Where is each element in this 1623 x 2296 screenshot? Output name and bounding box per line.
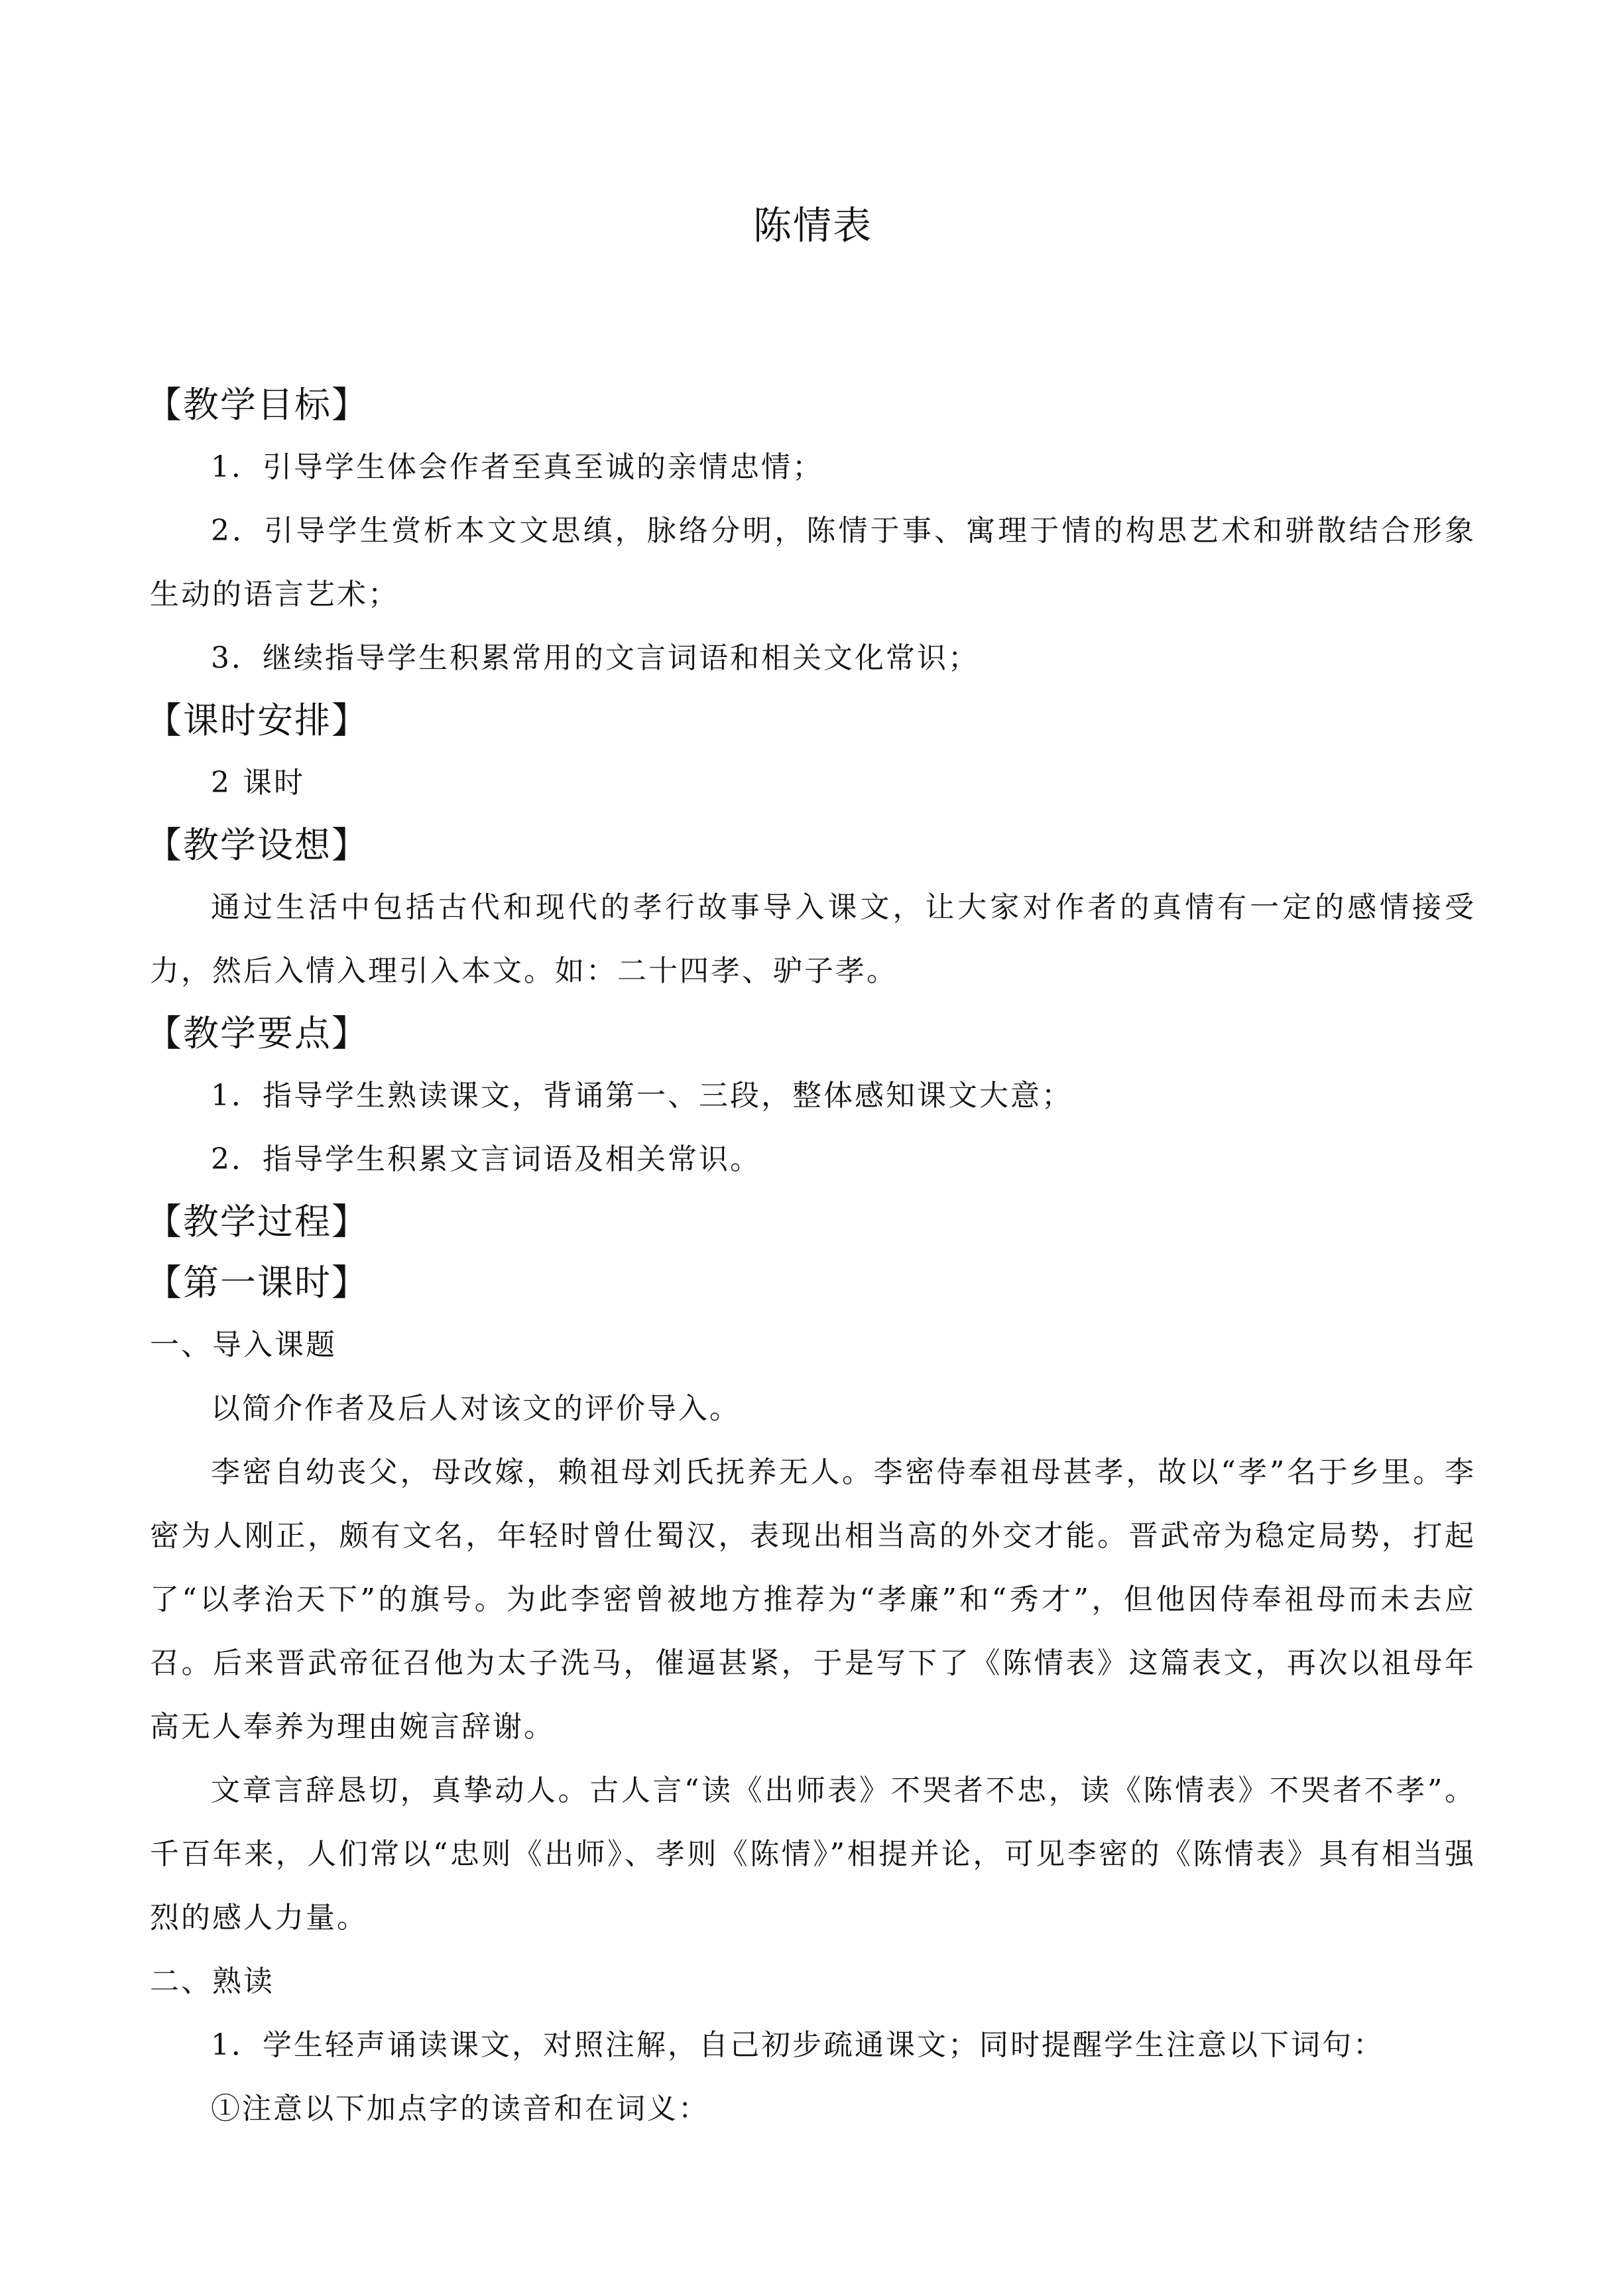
reading-paragraph: 1．学生轻声诵读课文，对照注解，自己初步疏通课文；同时提醒学生注意以下词句： (211, 2028, 1384, 2062)
intro-paragraph: 文章言辞恳切，真挚动人。古人言“读《出师表》不哭者不忠，读《陈情表》不哭者不孝”。千百年来，人们常以“忠则《出师》、孝则《陈情》”相提并论，可见李密的《陈情表》具有相当强烈的感人力量。 (150, 1774, 1476, 1935)
key-point-item: 2．指导学生积累文言词语及相关常识。 (211, 1142, 761, 1176)
section-heading-lesson1: 【第一课时】 (146, 1262, 369, 1303)
schedule-text: 2 课时 (211, 766, 305, 800)
intro-paragraph: 以简介作者及后人对该文的评价导入。 (211, 1392, 741, 1425)
section-heading-process: 【教学过程】 (146, 1201, 369, 1242)
section-heading-key-points: 【教学要点】 (146, 1012, 369, 1054)
reading-paragraph: ①注意以下加点字的读音和在词义： (211, 2092, 709, 2126)
subsection-heading-intro: 一、导入课题 (150, 1328, 337, 1362)
concept-text: 通过生活中包括古代和现代的孝行故事导入课文，让大家对作者的真情有一定的感情接受力，然后入情入理引入本文。如：二十四孝、驴子孝。 (150, 890, 1476, 988)
intro-paragraph: 李密自幼丧父，母改嫁，赖祖母刘氏抚养无人。李密侍奉祖母甚孝，故以“孝”名于乡里。李密为人刚正，颇有文名，年轻时曾仕蜀汉，表现出相当高的外交才能。晋武帝为稳定局势，打起了“以孝治天下”的旗号。为此李密曾被地方推荐为“孝廉”和“秀才”，但他因侍奉祖母而未去应召。后来晋武帝征召他为太子洗马，催逼甚紧，于是写下了《陈情表》这篇表文，再次以祖母年高无人奉养为理由婉言辞谢。 (150, 1455, 1476, 1744)
goal-item: 2．引导学生赏析本文文思缜，脉络分明，陈情于事、寓理于情的构思艺术和骈散结合形象生动的语言艺术； (150, 514, 1476, 611)
key-point-item: 1．指导学生熟读课文，背诵第一、三段，整体感知课文大意； (211, 1079, 1073, 1113)
section-heading-schedule: 【课时安排】 (146, 699, 369, 741)
section-heading-concept: 【教学设想】 (146, 824, 369, 866)
goal-item: 3．继续指导学生积累常用的文言词语和相关文化常识； (211, 641, 979, 675)
document-body (146, 375, 1476, 2141)
subsection-heading-reading: 二、熟读 (150, 1964, 274, 1998)
goal-item: 1．引导学生体会作者至真至诚的亲情忠情； (211, 450, 823, 484)
section-heading-goals: 【教学目标】 (146, 384, 369, 426)
document-title: 陈情表 (752, 203, 872, 248)
